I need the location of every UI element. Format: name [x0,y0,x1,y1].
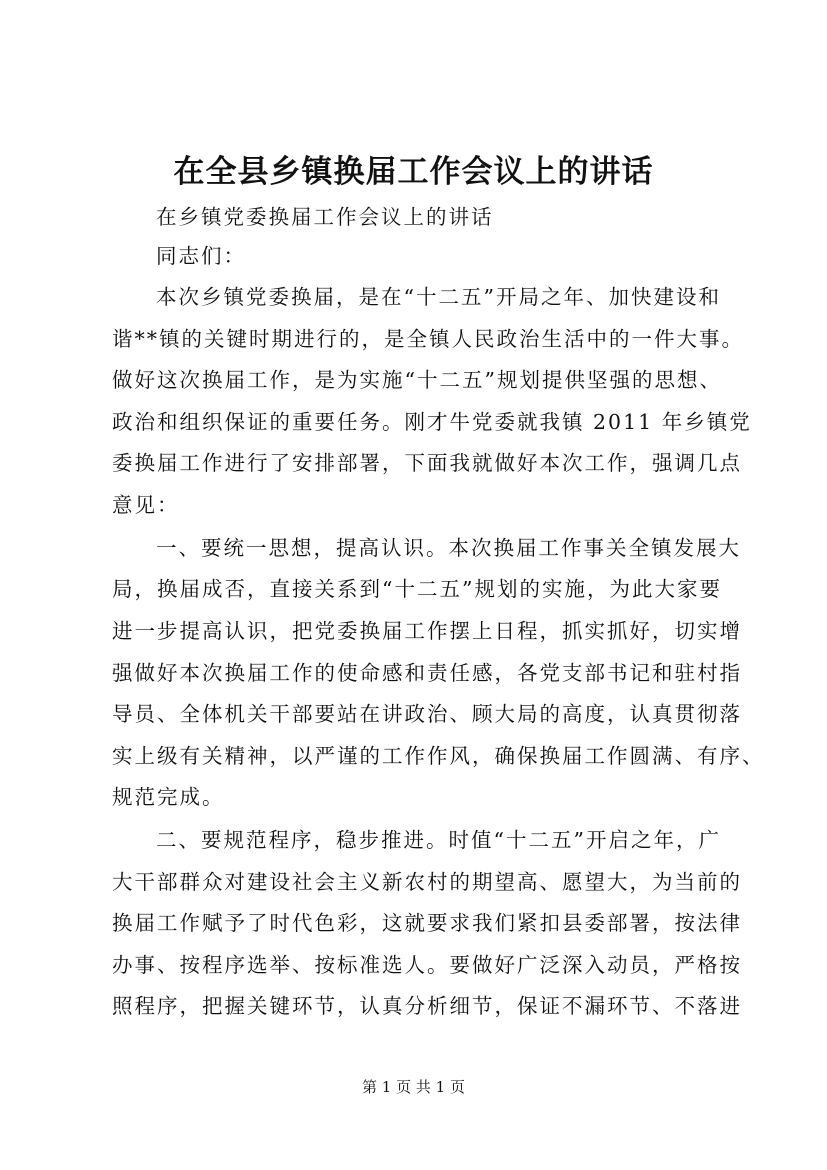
subtitle-line: 在乡镇党委换届工作会议上的讲话 [156,205,494,229]
salutation-line: 同志们： [156,244,246,268]
paragraph-line: 导员、全体机关干部要站在讲政治、顾大局的高度，认真贯彻落 [112,702,742,726]
paragraph-line: 办事、按程序选举、按标准选人。要做好广泛深入动员，严格按 [112,953,742,977]
paragraph-line: 进一步提高认识，把党委换届工作摆上日程，抓实抓好，切实增 [112,619,742,643]
paragraph-line: 做好这次换届工作，是为实施“十二五”规划提供坚强的思想、 [112,368,722,392]
paragraph-line: 实上级有关精神，以严谨的工作作风，确保换届工作圆满、有序、 [112,744,765,768]
paragraph-line: 谐**镇的关键时期进行的，是全镇人民政治生活中的一件大事。 [112,327,744,351]
paragraph-line: 大干部群众对建设社会主义新农村的期望高、愿望大，为当前的 [112,870,742,894]
paragraph-line: 委换届工作进行了安排部署，下面我就做好本次工作，强调几点 [112,451,742,475]
paragraph-line: 照程序，把握关键环节，认真分析细节，保证不漏环节、不落进 [112,994,742,1018]
paragraph-line: 强做好本次换届工作的使命感和责任感，各党支部书记和驻村指 [112,661,742,685]
paragraph-line: 一、要统一思想，提高认识。本次换届工作事关全镇发展大 [156,536,741,560]
paragraph-line: 本次乡镇党委换届，是在“十二五”开局之年、加快建设和 [156,285,721,309]
paragraph-line: 局，换届成否，直接关系到“十二五”规划的实施，为此大家要 [112,577,722,601]
paragraph-line: 意见： [112,493,180,517]
paragraph-line: 二、要规范程序，稳步推进。时值“十二五”开启之年，广 [156,828,721,852]
page-footer: 第 1 页 共 1 页 [362,1078,465,1096]
paragraph-line: 规范完成。 [112,785,225,809]
paragraph-line: 换届工作赋予了时代色彩，这就要求我们紧扣县委部署，按法律 [112,911,742,935]
document-title: 在全县乡镇换届工作会议上的讲话 [173,154,654,190]
paragraph-line: 政治和组织保证的重要任务。刚才牛党委就我镇 2011 年乡镇党 [112,410,752,434]
